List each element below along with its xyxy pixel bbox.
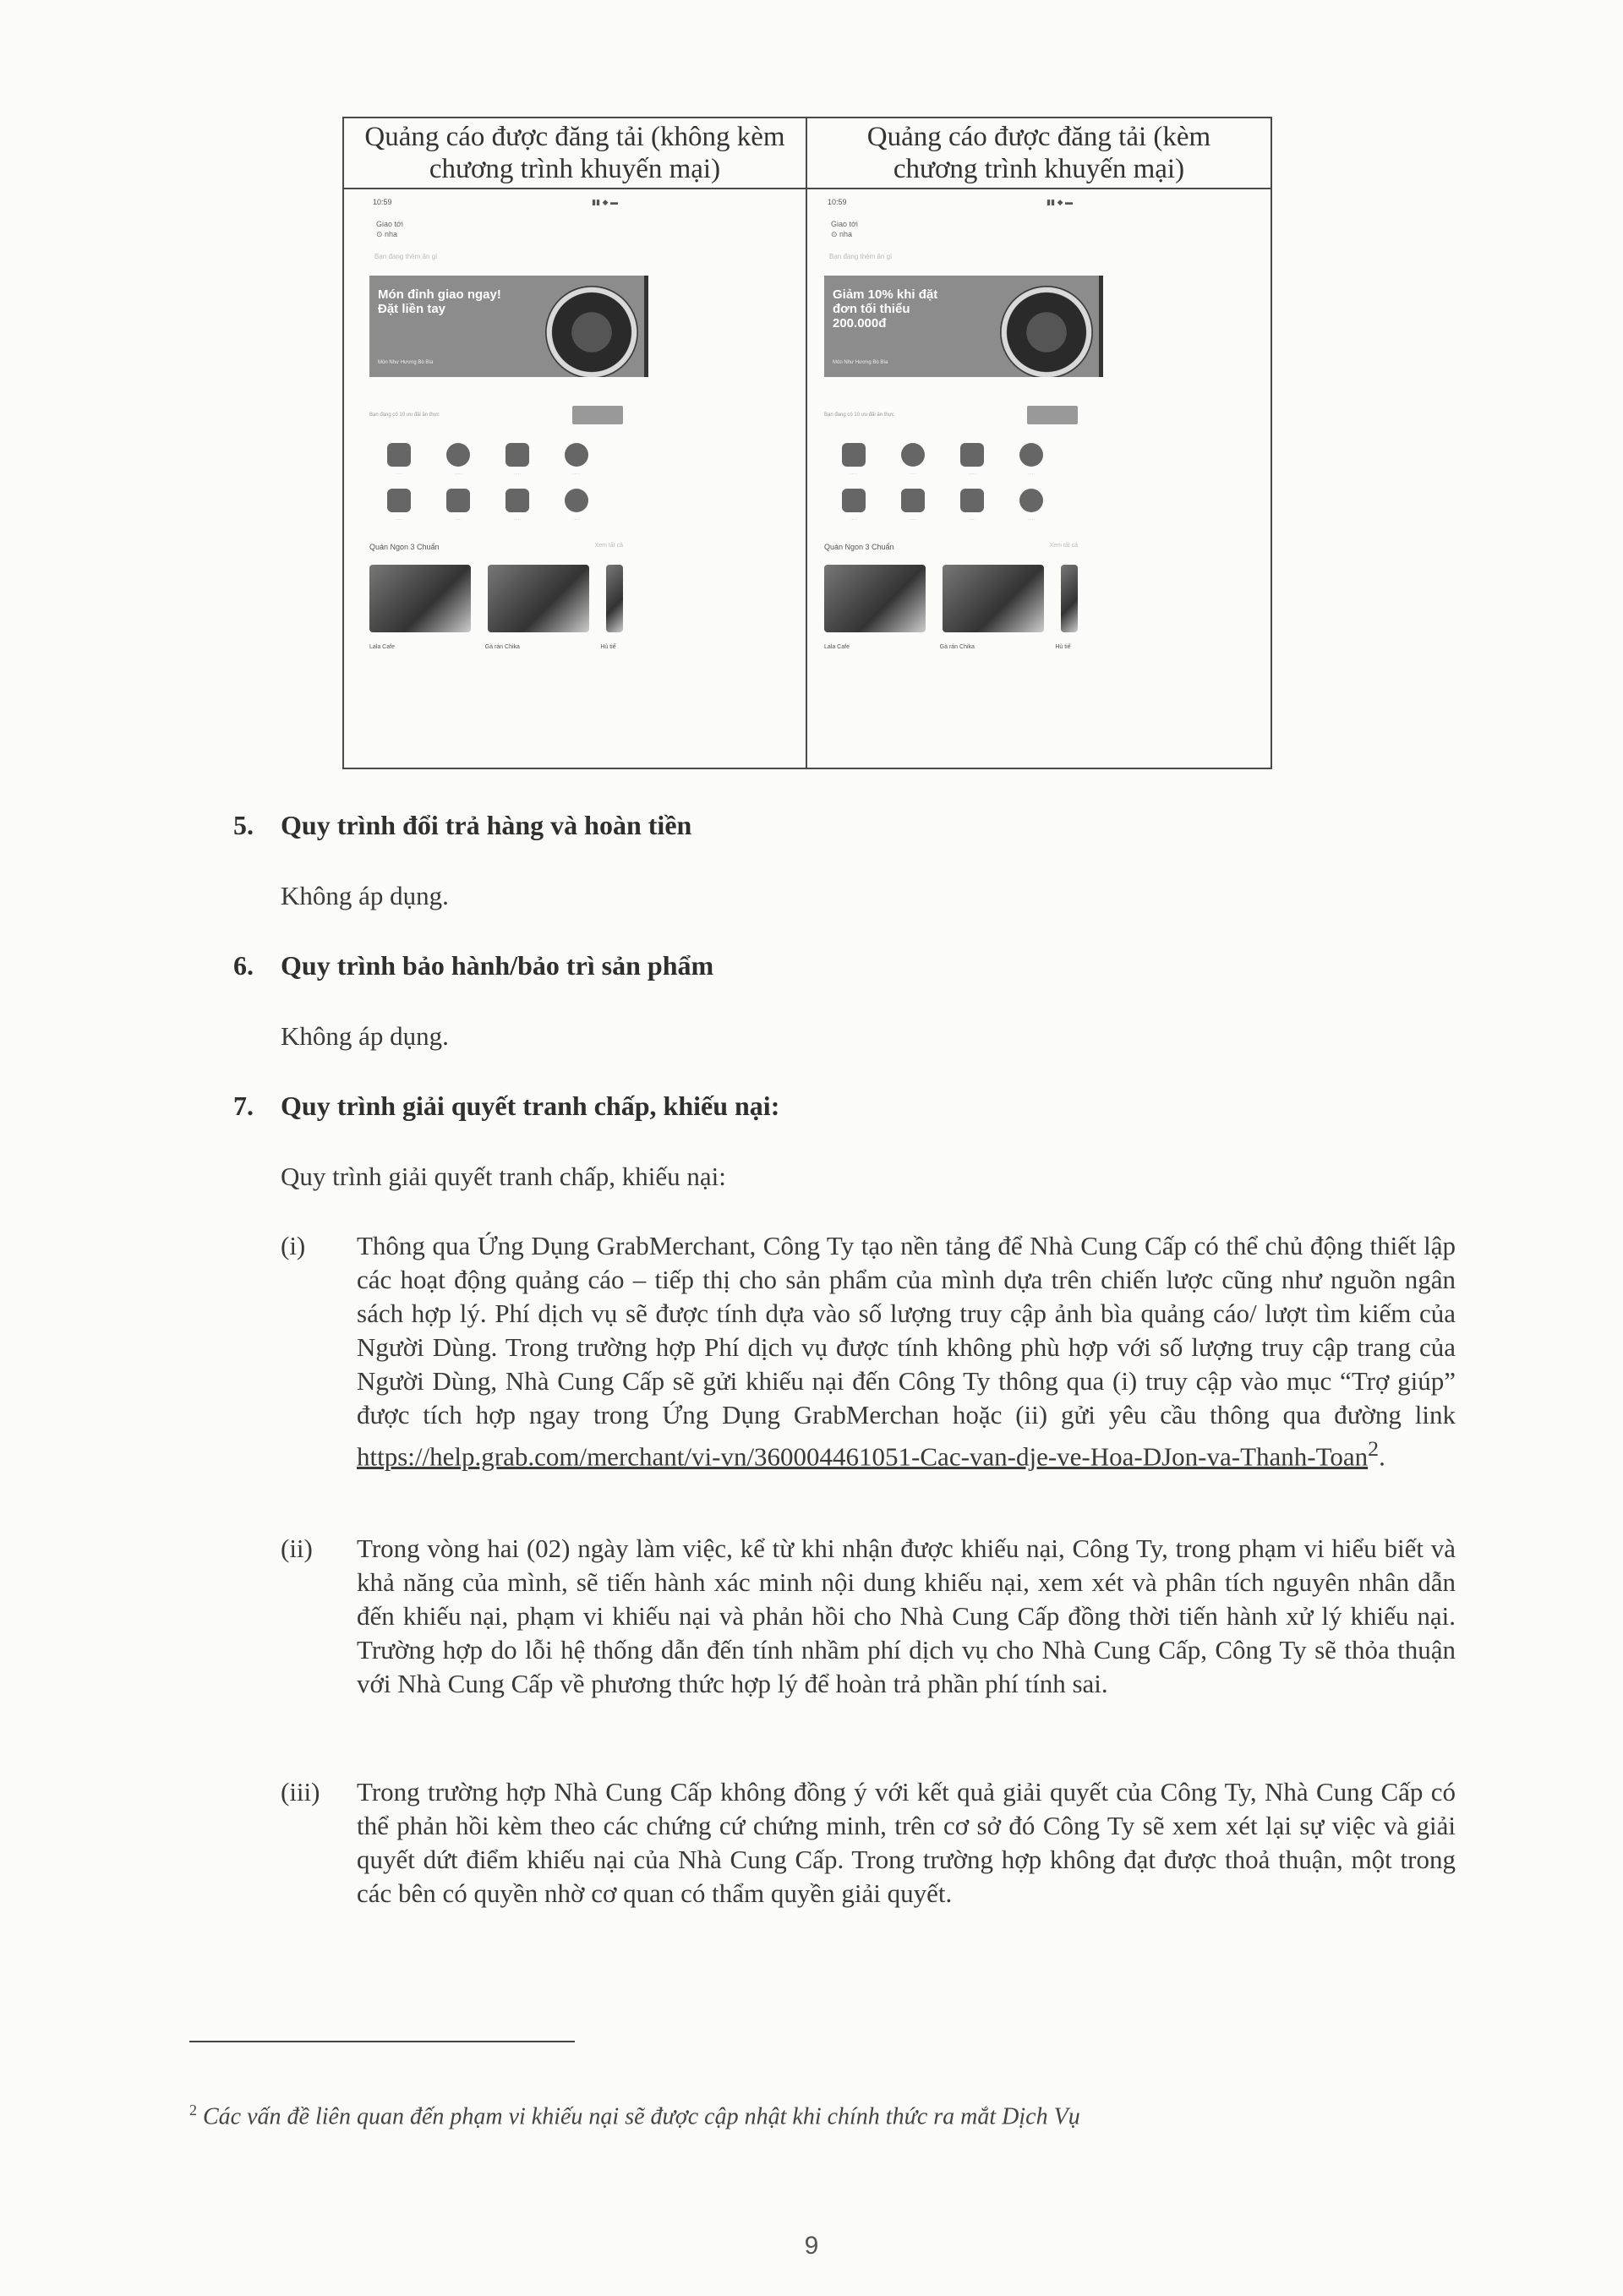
- search-placeholder: Bạn đang thèm ăn gì: [374, 253, 438, 260]
- category-icon: ·····: [429, 489, 488, 522]
- section-number: 5.: [233, 810, 254, 840]
- footnote-number: 2: [189, 2102, 197, 2118]
- status-bar: [824, 196, 1076, 209]
- item-text: Thông qua Ứng Dụng GrabMerchant, Công Ty tạo nền tảng để Nhà Cung Cấp có thể chủ động thiết lập các hoạt động quảng cáo – tiếp thị cho sản phẩm của mình dựa trên chiến lược cũng như nguồn ngân sách hợp lý. Phí dịch vụ sẽ được tính dựa vào số lượng truy cập ảnh bìa quảng cáo/ lượt tìm kiếm của Người Dùng. Trong trường hợp Phí dịch vụ được tính không phù hợp với số lượng truy cập trang của Người Dùng, Nhà Cung Cấp sẽ gửi khiếu nại đến Công Ty thông qua (i) truy cập vào mục “Trợ giúp” được tích hợp ngay trong Ứng Dụng GrabMerchan hoặc (ii) gửi yêu cầu thông qua đường link: [357, 1231, 1456, 1430]
- footnote: [189, 2102, 1080, 2130]
- restaurant-thumb: [824, 565, 926, 632]
- list-marker: (i): [281, 1231, 306, 1260]
- restaurant-name: Hủ tiế: [1055, 644, 1071, 650]
- restaurant-names: [824, 644, 1171, 650]
- category-icon: ·····: [943, 489, 1002, 522]
- section-heading-7: [233, 1091, 779, 1122]
- signal-icon: ▮▮ ◆ ▬: [592, 198, 618, 206]
- section-title: Quy trình đổi trả hàng và hoàn tiền: [281, 810, 692, 840]
- location-name: nha: [839, 230, 853, 238]
- see-all-link: Xem tất cả: [594, 543, 623, 549]
- table-header-with-promo: Quảng cáo được đăng tải (kèm chương trình khuyến mại): [807, 118, 1271, 189]
- search-placeholder: Bạn đang thèm ăn gì: [829, 253, 893, 260]
- restaurant-thumb: [606, 565, 623, 632]
- category-icon: ·····: [943, 443, 1002, 477]
- app-screenshot-without-promo: [369, 196, 716, 754]
- section-number: 7.: [233, 1091, 254, 1121]
- section-title: Quán Ngon 3 Chuẩn: [369, 543, 440, 551]
- restaurant-thumb: [1061, 565, 1078, 632]
- category-icon: ·····: [429, 443, 488, 477]
- offer-row: [369, 406, 623, 424]
- category-icon: ·····: [547, 443, 606, 477]
- category-icon: ·····: [369, 489, 429, 522]
- restaurant-thumb: [488, 565, 589, 632]
- location-label: Giao tới: [831, 220, 858, 228]
- restaurant-thumbnails: [824, 565, 1171, 632]
- category-icon: ·····: [824, 489, 883, 522]
- section-heading-6: [233, 950, 713, 981]
- restaurant-name: Lala Cafe: [824, 644, 850, 650]
- list-item-iii: [281, 1775, 1456, 1911]
- section-body-7: Quy trình giải quyết tranh chấp, khiếu nại:: [281, 1162, 726, 1191]
- section-body-5: Không áp dụng.: [281, 881, 449, 910]
- restaurant-thumbnails: [369, 565, 716, 632]
- restaurant-name: Gà rán Chika: [484, 644, 520, 650]
- footnote-text: Các vấn đề liên quan đến phạm vi khiếu nại sẽ được cập nhật khi chính thức ra mắt Dịch Vụ: [203, 2103, 1080, 2130]
- section-number: 6.: [233, 950, 254, 981]
- restaurant-name: Gà rán Chika: [939, 644, 975, 650]
- category-icons: [369, 443, 716, 522]
- location-name: nha: [385, 230, 398, 238]
- category-icon: ·····: [547, 489, 606, 522]
- footnote-separator: [189, 2041, 575, 2042]
- offer-button: [1027, 406, 1078, 424]
- footnote-ref[interactable]: 2: [1368, 1436, 1380, 1461]
- category-icon: ·····: [488, 489, 547, 522]
- list-item-text: Trong vòng hai (02) ngày làm việc, kể từ khi nhận được khiếu nại, Công Ty, trong phạm vi hiểu biết và khả năng của mình, sẽ tiến hành xác minh nội dung khiếu nại, xem xét và phân tích nguyên nhân dẫn đến khiếu nại, phạm vi khiếu nại và phản hồi cho Nhà Cung Cấp đồng thời tiến hành xử lý khiếu nại. Trường hợp do lỗi hệ thống dẫn đến tính nhầm phí dịch vụ cho Nhà Cung Cấp, Công Ty sẽ thỏa thuận với Nhà Cung Cấp về phương thức hợp lý để hoàn trả phần phí tính sai.: [357, 1533, 1456, 1698]
- restaurant-section-header: [824, 543, 1078, 551]
- table-cell-with-promo: [807, 189, 1271, 768]
- banner-text: Món đỉnh giao ngay! Đặt liền tay: [378, 287, 501, 316]
- list-item-i: [281, 1229, 1456, 1473]
- banner-subtext: Món Như Hương Bò Bía: [378, 360, 434, 365]
- ad-comparison-table: [342, 117, 1272, 769]
- clock-text: 10:59: [373, 198, 392, 206]
- list-item-ii: [281, 1532, 1456, 1701]
- category-icon: ·····: [1002, 443, 1061, 477]
- restaurant-thumb: [369, 565, 471, 632]
- table-header-without-promo: Quảng cáo được đăng tải (không kèm chương trình khuyến mại): [344, 118, 807, 189]
- restaurant-names: [369, 644, 716, 650]
- see-all-link: Xem tất cả: [1049, 543, 1078, 549]
- ad-banner: [824, 276, 1103, 377]
- restaurant-name: Lala Cafe: [369, 644, 395, 650]
- clock-text: 10:59: [828, 198, 847, 206]
- banner-edge: [644, 276, 648, 377]
- category-icons: [824, 443, 1171, 522]
- banner-text: Giảm 10% khi đặt đơn tối thiểu 200.000đ: [833, 287, 938, 331]
- offer-row: [824, 406, 1078, 424]
- category-icon: ·····: [883, 489, 943, 522]
- category-icon: ·····: [883, 443, 943, 477]
- section-title: Quy trình bảo hành/bảo trì sản phẩm: [281, 950, 714, 981]
- location-value: ⊙ nha: [376, 230, 398, 238]
- category-icon: ·····: [1002, 489, 1061, 522]
- delivery-location: [831, 219, 1171, 239]
- list-marker: (ii): [281, 1533, 313, 1563]
- app-screenshot-with-promo: [824, 196, 1171, 754]
- section-title: Quy trình giải quyết tranh chấp, khiếu nại:: [281, 1091, 780, 1121]
- period: .: [1379, 1441, 1385, 1472]
- section-heading-5: [233, 810, 691, 841]
- category-icon: ·····: [488, 443, 547, 477]
- list-marker: (iii): [281, 1777, 320, 1807]
- delivery-location: [376, 219, 716, 239]
- help-link[interactable]: https://help.grab.com/merchant/vi-vn/360004461051-Cac-van-dje-ve-Hoa-DJon-va-Thanh-Toan: [357, 1441, 1369, 1472]
- category-icon: ·····: [369, 443, 429, 477]
- restaurant-name: Hủ tiế: [600, 644, 616, 650]
- section-body-6: Không áp dụng.: [281, 1021, 449, 1051]
- page-number: 9: [804, 2232, 819, 2260]
- banner-edge: [1099, 276, 1103, 377]
- status-bar: [369, 196, 621, 209]
- signal-icon: ▮▮ ◆ ▬: [1046, 198, 1073, 206]
- category-icon: ·····: [824, 443, 883, 477]
- food-dish-image: [545, 286, 638, 377]
- offer-text: Bạn đang có 10 ưu đãi ăn thực: [824, 413, 894, 418]
- section-title: Quán Ngon 3 Chuẩn: [824, 543, 894, 551]
- ad-banner: [369, 276, 648, 377]
- banner-subtext: Món Như Hương Bò Bía: [833, 360, 888, 365]
- restaurant-section-header: [369, 543, 623, 551]
- list-item-text: [357, 1229, 1456, 1473]
- food-dish-image: [1000, 286, 1093, 377]
- list-item-text: Trong trường hợp Nhà Cung Cấp không đồng ý với kết quả giải quyết của Công Ty, Nhà Cung Cấp có thể phản hồi kèm theo các chứng cứ chứng minh, trên cơ sở đó Công Ty sẽ xem xét lại sự việc và giải quyết dứt điểm khiếu nại của Nhà Cung Cấp. Trong trường hợp không đạt được thoả thuận, một trong các bên có quyền nhờ cơ quan có thẩm quyền giải quyết.: [357, 1777, 1456, 1908]
- location-label: Giao tới: [376, 220, 403, 228]
- table-cell-without-promo: [344, 189, 807, 768]
- offer-button: [572, 406, 623, 424]
- offer-text: Bạn đang có 10 ưu đãi ăn thực: [369, 413, 440, 418]
- restaurant-thumb: [943, 565, 1044, 632]
- location-value: ⊙ nha: [831, 230, 853, 238]
